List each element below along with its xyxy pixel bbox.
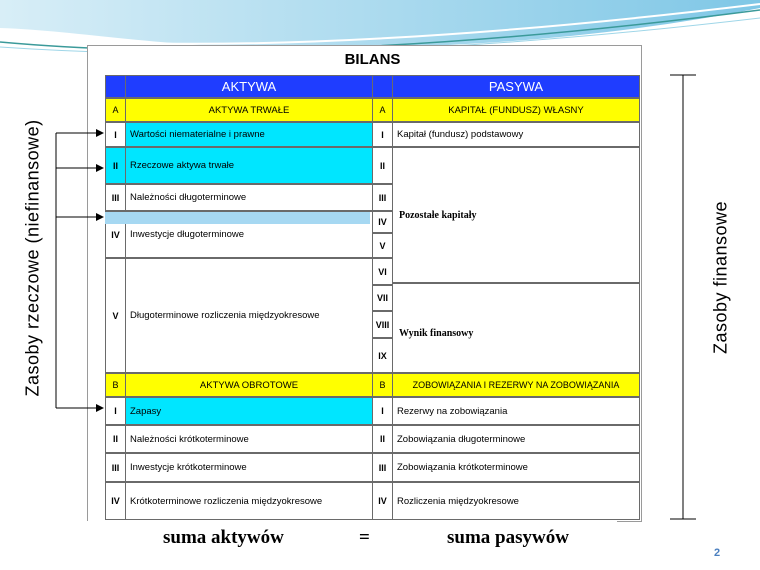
pasywa-a-num-8: VIII xyxy=(372,311,393,338)
aktywa-b-item-2: Należności krótkoterminowe xyxy=(125,425,373,453)
pasywa-header: PASYWA xyxy=(392,75,640,98)
aktywa-b-num-3: III xyxy=(105,453,126,482)
pasywa-a-num-6: VI xyxy=(372,258,393,285)
aktywa-a-num-4: IV xyxy=(105,211,126,258)
footer-equals: = xyxy=(359,527,370,548)
aktywa-header: AKTYWA xyxy=(125,75,373,98)
pasywa-b-item-4: Rozliczenia międzyokresowe xyxy=(392,482,640,520)
pasywa-a-num-2: II xyxy=(372,147,393,184)
aktywa-a-num-3: III xyxy=(105,184,126,211)
aktywa-a-item-2: Rzeczowe aktywa trwałe xyxy=(125,147,373,184)
aktywa-a-letter: A xyxy=(105,98,126,122)
pasywa-b-num-3: III xyxy=(372,453,393,482)
pasywa-b-label: ZOBOWIĄZANIA I REZERWY NA ZOBOWIĄZANIA xyxy=(392,373,640,397)
aktywa-a-num-1: I xyxy=(105,122,126,147)
aktywa-b-item-4: Krótkoterminowe rozliczenia międzyokresowe xyxy=(125,482,373,520)
pasywa-b-num-1: I xyxy=(372,397,393,425)
header-corner-left xyxy=(105,75,126,98)
aktywa-b-label: AKTYWA OBROTOWE xyxy=(125,373,373,397)
aktywa-a-label: AKTYWA TRWAŁE xyxy=(125,98,373,122)
left-side-label: Zasoby rzeczowe (niefinansowe) xyxy=(22,119,43,397)
pasywa-b-item-2: Zobowiązania długoterminowe xyxy=(392,425,640,453)
aktywa-a-num-2: II xyxy=(105,147,126,184)
aktywa-a-item-1: Wartości niematerialne i prawne xyxy=(125,122,373,147)
footer-sum xyxy=(87,521,617,553)
header-corner-right xyxy=(372,75,393,98)
pasywa-b-num-4: IV xyxy=(372,482,393,520)
right-side-label: Zasoby finansowe xyxy=(710,200,731,355)
page-number: 2 xyxy=(714,547,721,559)
pasywa-a-num-7: VII xyxy=(372,285,393,311)
pasywa-a-num-4: IV xyxy=(372,211,393,233)
aktywa-a-item-4: Inwestycje długoterminowe xyxy=(125,211,373,258)
pasywa-a-label: KAPITAŁ (FUNDUSZ) WŁASNY xyxy=(392,98,640,122)
pasywa-b-letter: B xyxy=(372,373,393,397)
pasywa-b-num-2: II xyxy=(372,425,393,453)
pasywa-a-item-1: Kapitał (fundusz) podstawowy xyxy=(392,122,640,147)
aktywa-b-num-4: IV xyxy=(105,482,126,520)
aktywa-b-num-1: I xyxy=(105,397,126,425)
pasywa-a-letter: A xyxy=(372,98,393,122)
aktywa-a-item-3: Należności długoterminowe xyxy=(125,184,373,211)
aktywa-a-item-5: Długoterminowe rozliczenia międzyokresowe xyxy=(125,258,373,373)
pasywa-b-item-3: Zobowiązania krótkoterminowe xyxy=(392,453,640,482)
pasywa-wynik-finansowy: Wynik finansowy xyxy=(392,283,640,373)
footer-left: suma aktywów xyxy=(163,527,284,548)
aktywa-b-num-2: II xyxy=(105,425,126,453)
sheet-title: BILANS xyxy=(344,51,401,68)
pasywa-b-item-1: Rezerwy na zobowiązania xyxy=(392,397,640,425)
highlight-bar xyxy=(105,212,370,224)
pasywa-a-num-5: V xyxy=(372,233,393,258)
pasywa-a-num-3: III xyxy=(372,184,393,211)
pasywa-pozostale-kapitaly: Pozostałe kapitały xyxy=(392,147,640,283)
footer-right: suma pasywów xyxy=(447,527,569,548)
aktywa-b-letter: B xyxy=(105,373,126,397)
pasywa-a-num-1: I xyxy=(372,122,393,147)
pasywa-a-num-9: IX xyxy=(372,338,393,373)
aktywa-b-item-3: Inwestycje krótkoterminowe xyxy=(125,453,373,482)
aktywa-b-item-1: Zapasy xyxy=(125,397,373,425)
aktywa-a-num-5: V xyxy=(105,258,126,373)
